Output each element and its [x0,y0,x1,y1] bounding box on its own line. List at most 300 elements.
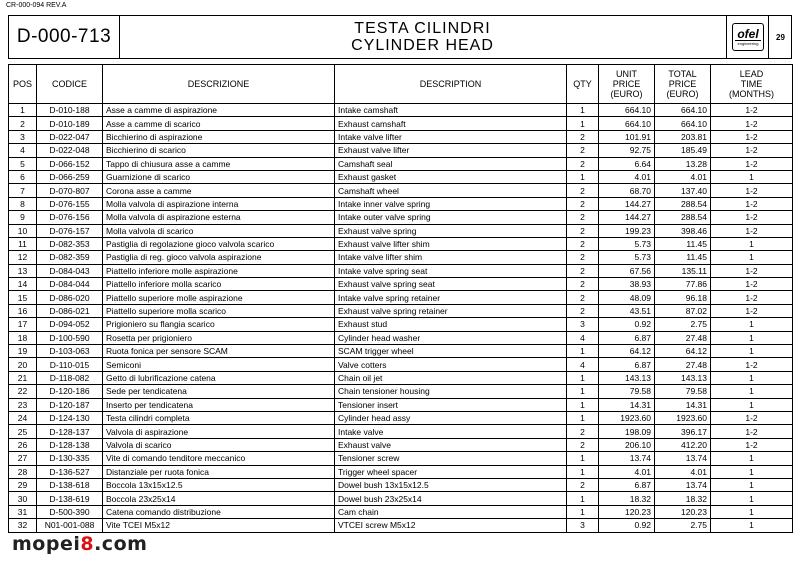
cell-qty: 2 [567,130,599,143]
document-reference: CR-000-094 REV.A [6,2,67,9]
table-row [9,411,793,424]
cell-codice: D-136-527 [37,465,103,478]
cell-pos: 32 [9,519,37,532]
cell-total-price: 27.48 [655,358,711,371]
cell-unit-price: 1923.60 [599,411,655,424]
cell-total-price: 11.45 [655,237,711,250]
cell-unit-price: 68.70 [599,184,655,197]
cell-qty: 2 [567,425,599,438]
cell-description: Exhaust valve spring seat [335,278,567,291]
cell-total-price: 185.49 [655,144,711,157]
cell-pos: 26 [9,438,37,451]
cell-lead-time: 1 [711,398,793,411]
table-row [9,237,793,250]
table-row [9,398,793,411]
cell-description: Exhaust valve [335,438,567,451]
cell-total-price: 13.28 [655,157,711,170]
cell-codice: D-128-137 [37,425,103,438]
table-row [9,465,793,478]
cell-pos: 17 [9,318,37,331]
cell-descrizione: Ruota fonica per sensore SCAM [103,345,335,358]
cell-total-price: 1923.60 [655,411,711,424]
cell-qty: 1 [567,104,599,117]
cell-codice: D-120-186 [37,385,103,398]
cell-unit-price: 5.73 [599,251,655,264]
cell-qty: 1 [567,117,599,130]
cell-lead-time: 1-2 [711,264,793,277]
cell-qty: 2 [567,211,599,224]
cell-pos: 20 [9,358,37,371]
cell-descrizione: Molla valvola di aspirazione interna [103,197,335,210]
cell-description: Exhaust valve lifter [335,144,567,157]
cell-total-price: 288.54 [655,197,711,210]
watermark [12,533,147,555]
cell-pos: 3 [9,130,37,143]
cell-lead-time: 1-2 [711,130,793,143]
table-header-row [9,65,793,104]
col-unit-price-line: (EURO) [610,89,643,99]
cell-description: Valve cotters [335,358,567,371]
cell-lead-time: 1-2 [711,278,793,291]
cell-descrizione: Molla valvola di aspirazione esterna [103,211,335,224]
cell-description: Exhaust camshaft [335,117,567,130]
cell-unit-price: 18.32 [599,492,655,505]
cell-unit-price: 4.01 [599,170,655,183]
cell-descrizione: Pastiglia di reg. gioco valvola aspirazione [103,251,335,264]
table-row [9,345,793,358]
cell-descrizione: Semiconi [103,358,335,371]
cell-lead-time: 1 [711,478,793,491]
col-lead-time [711,65,793,104]
cell-unit-price: 198.09 [599,425,655,438]
logo-wordmark: ofel [737,27,759,41]
cell-unit-price: 79.58 [599,385,655,398]
table-row [9,385,793,398]
cell-codice: D-138-618 [37,478,103,491]
cell-descrizione: Sede per tendicatena [103,385,335,398]
cell-codice: D-103-063 [37,345,103,358]
cell-qty: 1 [567,385,599,398]
company-logo [726,16,769,58]
cell-total-price: 288.54 [655,211,711,224]
cell-pos: 21 [9,371,37,384]
cell-qty: 3 [567,519,599,532]
cell-descrizione: Asse a camme di aspirazione [103,104,335,117]
cell-description: Intake valve [335,425,567,438]
cell-codice: D-094-052 [37,318,103,331]
cell-total-price: 13.74 [655,452,711,465]
table-row [9,505,793,518]
cell-total-price: 79.58 [655,385,711,398]
cell-descrizione: Corona asse a camme [103,184,335,197]
cell-codice: D-070-807 [37,184,103,197]
cell-unit-price: 120.23 [599,505,655,518]
cell-qty: 2 [567,157,599,170]
cell-total-price: 396.17 [655,425,711,438]
table-row [9,478,793,491]
table-row [9,130,793,143]
cell-qty: 2 [567,224,599,237]
cell-qty: 2 [567,144,599,157]
cell-description: Exhaust stud [335,318,567,331]
cell-unit-price: 48.09 [599,291,655,304]
cell-qty: 2 [567,197,599,210]
cell-total-price: 27.48 [655,331,711,344]
cell-codice: D-076-157 [37,224,103,237]
cell-unit-price: 6.87 [599,478,655,491]
cell-descrizione: Catena comando distribuzione [103,505,335,518]
cell-lead-time: 1-2 [711,358,793,371]
cell-lead-time: 1-2 [711,157,793,170]
cell-total-price: 11.45 [655,251,711,264]
cell-description: Cylinder head assy [335,411,567,424]
cell-pos: 7 [9,184,37,197]
cell-total-price: 4.01 [655,170,711,183]
cell-codice: D-084-043 [37,264,103,277]
table-row [9,264,793,277]
cell-codice: D-082-359 [37,251,103,264]
cell-total-price: 14.31 [655,398,711,411]
cell-descrizione: Bicchierino di aspirazione [103,130,335,143]
cell-qty: 1 [567,452,599,465]
cell-unit-price: 0.92 [599,519,655,532]
cell-total-price: 398.46 [655,224,711,237]
col-lead-time-line: LEAD [739,69,764,79]
cell-descrizione: Boccola 13x15x12.5 [103,478,335,491]
cell-lead-time: 1-2 [711,411,793,424]
cell-total-price: 77.86 [655,278,711,291]
cell-lead-time: 1 [711,331,793,344]
cell-lead-time: 1-2 [711,438,793,451]
table-row [9,425,793,438]
cell-description: Exhaust valve spring [335,224,567,237]
cell-codice: D-086-020 [37,291,103,304]
cell-qty: 2 [567,264,599,277]
cell-descrizione: Vite TCEI M5x12 [103,519,335,532]
page-number: 29 [768,16,792,58]
cell-descrizione: Bicchierino di scarico [103,144,335,157]
cell-pos: 23 [9,398,37,411]
cell-descrizione: Piattello inferiore molla scarico [103,278,335,291]
cell-lead-time: 1-2 [711,291,793,304]
cell-descrizione: Prigioniero su flangia scarico [103,318,335,331]
table-row [9,104,793,117]
col-codice: CODICE [37,65,103,104]
cell-description: Intake outer valve spring [335,211,567,224]
watermark-text: mopei [12,533,81,555]
cell-description: Chain oil jet [335,371,567,384]
cell-descrizione: Tappo di chiusura asse a camme [103,157,335,170]
cell-unit-price: 143.13 [599,371,655,384]
cell-description: Intake valve spring retainer [335,291,567,304]
cell-unit-price: 67.56 [599,264,655,277]
cell-total-price: 412.20 [655,438,711,451]
cell-lead-time: 1 [711,371,793,384]
col-total-price-line: TOTAL [668,69,697,79]
cell-descrizione: Testa cilindri completa [103,411,335,424]
cell-descrizione: Valvola di aspirazione [103,425,335,438]
cell-codice: D-120-187 [37,398,103,411]
cell-pos: 2 [9,117,37,130]
cell-total-price: 137.40 [655,184,711,197]
cell-unit-price: 38.93 [599,278,655,291]
cell-description: Intake valve lifter shim [335,251,567,264]
cell-qty: 2 [567,237,599,250]
table-row [9,170,793,183]
cell-unit-price: 14.31 [599,398,655,411]
table-row [9,519,793,532]
cell-descrizione: Rosetta per prigioniero [103,331,335,344]
cell-descrizione: Vite di comando tenditore meccanico [103,452,335,465]
cell-qty: 2 [567,304,599,317]
cell-pos: 22 [9,385,37,398]
table-row [9,117,793,130]
cell-pos: 12 [9,251,37,264]
cell-description: Exhaust valve spring retainer [335,304,567,317]
cell-codice: D-022-048 [37,144,103,157]
cell-lead-time: 1 [711,170,793,183]
cell-pos: 15 [9,291,37,304]
col-pos: POS [9,65,37,104]
watermark-domain: .com [94,533,148,555]
cell-descrizione: Piattello inferiore molle aspirazione [103,264,335,277]
cell-unit-price: 5.73 [599,237,655,250]
cell-lead-time: 1-2 [711,117,793,130]
cell-descrizione: Getto di lubrificazione catena [103,371,335,384]
cell-unit-price: 144.27 [599,197,655,210]
cell-codice: D-110-015 [37,358,103,371]
cell-descrizione: Piattello superiore molle aspirazione [103,291,335,304]
cell-descrizione: Pastiglia di regolazione gioco valvola scarico [103,237,335,250]
cell-qty: 2 [567,184,599,197]
table-row [9,184,793,197]
cell-descrizione: Piattello superiore molla scarico [103,304,335,317]
cell-codice: D-100-590 [37,331,103,344]
cell-lead-time: 1-2 [711,144,793,157]
cell-unit-price: 144.27 [599,211,655,224]
cell-unit-price: 6.87 [599,358,655,371]
cell-unit-price: 4.01 [599,465,655,478]
table-row [9,318,793,331]
cell-codice: D-128-138 [37,438,103,451]
cell-qty: 1 [567,492,599,505]
cell-description: Intake valve lifter [335,130,567,143]
cell-description: Tensioner screw [335,452,567,465]
cell-total-price: 2.75 [655,519,711,532]
cell-lead-time: 1 [711,385,793,398]
cell-pos: 14 [9,278,37,291]
cell-descrizione: Inserto per tendicatena [103,398,335,411]
cell-descrizione: Boccola 23x25x14 [103,492,335,505]
cell-total-price: 2.75 [655,318,711,331]
table-row [9,438,793,451]
cell-codice: N01-001-088 [37,519,103,532]
table-row [9,371,793,384]
cell-qty: 2 [567,478,599,491]
cell-pos: 1 [9,104,37,117]
cell-pos: 4 [9,144,37,157]
cell-total-price: 120.23 [655,505,711,518]
cell-lead-time: 1 [711,318,793,331]
table-row [9,278,793,291]
cell-pos: 5 [9,157,37,170]
cell-pos: 9 [9,211,37,224]
cell-qty: 2 [567,251,599,264]
cell-codice: D-076-156 [37,211,103,224]
cell-unit-price: 13.74 [599,452,655,465]
col-total-price-line: PRICE [668,79,697,89]
cell-pos: 25 [9,425,37,438]
cell-unit-price: 6.64 [599,157,655,170]
col-total-price-line: (EURO) [666,89,699,99]
cell-qty: 2 [567,278,599,291]
cell-lead-time: 1-2 [711,184,793,197]
cell-total-price: 143.13 [655,371,711,384]
col-unit-price-line: PRICE [612,79,641,89]
cell-pos: 30 [9,492,37,505]
cell-total-price: 664.10 [655,104,711,117]
cell-codice: D-022-047 [37,130,103,143]
cell-description: Exhaust gasket [335,170,567,183]
cell-codice: D-066-152 [37,157,103,170]
cell-lead-time: 1 [711,465,793,478]
cell-description: Dowel bush 23x25x14 [335,492,567,505]
cell-lead-time: 1 [711,237,793,250]
cell-description: Cylinder head washer [335,331,567,344]
table-row [9,224,793,237]
table-row [9,304,793,317]
cell-pos: 18 [9,331,37,344]
parts-table-body [9,104,793,533]
cell-unit-price: 6.87 [599,331,655,344]
cell-lead-time: 1 [711,452,793,465]
cell-codice: D-130-335 [37,452,103,465]
cell-unit-price: 64.12 [599,345,655,358]
logo-subtitle: engineering [735,40,761,46]
logo-icon [732,23,764,51]
table-row [9,144,793,157]
table-row [9,157,793,170]
cell-description: Exhaust valve lifter shim [335,237,567,250]
cell-pos: 16 [9,304,37,317]
cell-description: Intake inner valve spring [335,197,567,210]
cell-pos: 13 [9,264,37,277]
drawing-title [119,16,726,58]
cell-description: VTCEI screw M5x12 [335,519,567,532]
cell-description: Camshaft wheel [335,184,567,197]
cell-codice: D-066-259 [37,170,103,183]
cell-qty: 4 [567,358,599,371]
table-row [9,492,793,505]
table-row [9,291,793,304]
cell-codice: D-500-390 [37,505,103,518]
cell-qty: 1 [567,411,599,424]
cell-codice: D-138-619 [37,492,103,505]
cell-qty: 3 [567,318,599,331]
table-row [9,251,793,264]
cell-unit-price: 206.10 [599,438,655,451]
cell-lead-time: 1 [711,251,793,264]
col-description: DESCRIPTION [335,65,567,104]
cell-description: Chain tensioner housing [335,385,567,398]
cell-unit-price: 664.10 [599,104,655,117]
cell-unit-price: 0.92 [599,318,655,331]
cell-codice: D-010-188 [37,104,103,117]
cell-lead-time: 1 [711,505,793,518]
cell-descrizione: Valvola di scarico [103,438,335,451]
cell-codice: D-010-189 [37,117,103,130]
cell-total-price: 18.32 [655,492,711,505]
cell-lead-time: 1 [711,519,793,532]
cell-lead-time: 1-2 [711,224,793,237]
table-row [9,197,793,210]
cell-pos: 24 [9,411,37,424]
cell-total-price: 64.12 [655,345,711,358]
cell-lead-time: 1 [711,345,793,358]
cell-description: Trigger wheel spacer [335,465,567,478]
cell-description: SCAM trigger wheel [335,345,567,358]
cell-pos: 27 [9,452,37,465]
table-row [9,331,793,344]
cell-description: Camshaft seal [335,157,567,170]
cell-unit-price: 101.91 [599,130,655,143]
cell-codice: D-076-155 [37,197,103,210]
cell-total-price: 96.18 [655,291,711,304]
cell-unit-price: 92.75 [599,144,655,157]
cell-pos: 19 [9,345,37,358]
cell-description: Tensioner insert [335,398,567,411]
cell-lead-time: 1-2 [711,304,793,317]
col-lead-time-line: (MONTHS) [729,89,774,99]
parts-table [8,64,793,533]
cell-pos: 31 [9,505,37,518]
cell-total-price: 664.10 [655,117,711,130]
cell-total-price: 87.02 [655,304,711,317]
col-descrizione: DESCRIZIONE [103,65,335,104]
col-total-price [655,65,711,104]
cell-qty: 1 [567,371,599,384]
cell-description: Intake valve spring seat [335,264,567,277]
cell-total-price: 13.74 [655,478,711,491]
cell-qty: 2 [567,291,599,304]
cell-pos: 11 [9,237,37,250]
cell-pos: 28 [9,465,37,478]
cell-total-price: 135.11 [655,264,711,277]
cell-total-price: 203.81 [655,130,711,143]
cell-lead-time: 1-2 [711,211,793,224]
cell-unit-price: 664.10 [599,117,655,130]
col-lead-time-line: TIME [740,79,763,89]
cell-lead-time: 1-2 [711,197,793,210]
cell-description: Intake camshaft [335,104,567,117]
cell-descrizione: Molla valvola di scarico [103,224,335,237]
cell-descrizione: Distanziale per ruota fonica [103,465,335,478]
drawing-header [8,15,792,59]
title-english: CYLINDER HEAD [351,37,494,54]
cell-pos: 10 [9,224,37,237]
cell-lead-time: 1-2 [711,425,793,438]
cell-qty: 1 [567,345,599,358]
cell-codice: D-118-082 [37,371,103,384]
cell-descrizione: Asse a camme di scarico [103,117,335,130]
cell-qty: 1 [567,465,599,478]
drawing-code: D-000-713 [9,16,120,58]
cell-qty: 1 [567,505,599,518]
cell-unit-price: 199.23 [599,224,655,237]
cell-codice: D-124-130 [37,411,103,424]
cell-description: Cam chain [335,505,567,518]
cell-qty: 2 [567,438,599,451]
